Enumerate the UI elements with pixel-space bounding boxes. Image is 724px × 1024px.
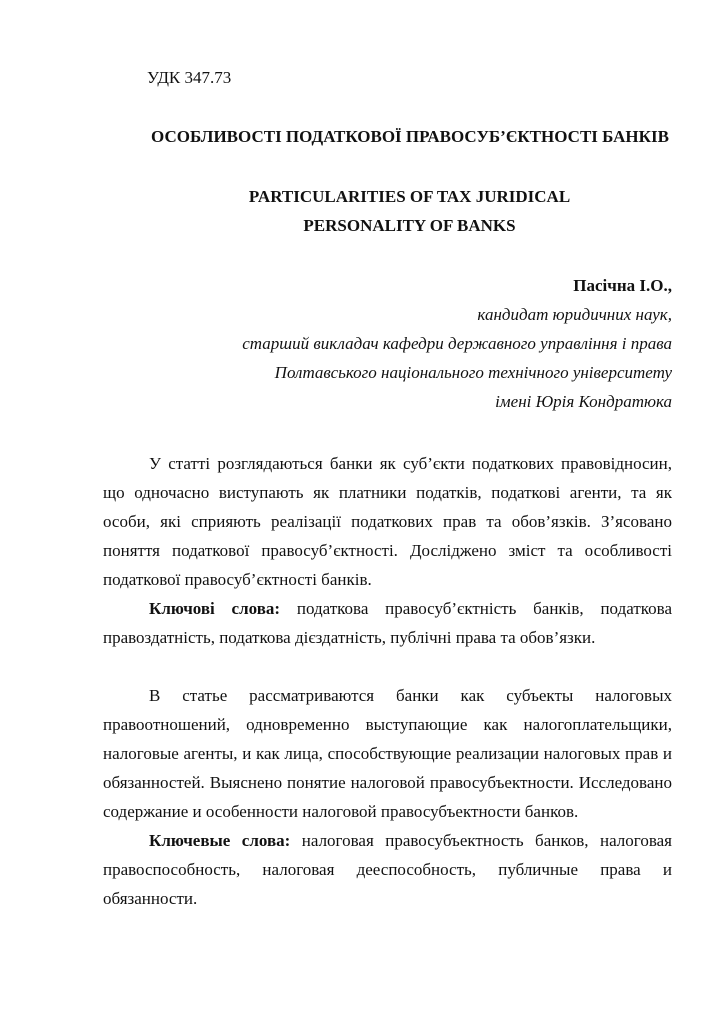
- title-en-line: PARTICULARITIES OF TAX JURIDICAL: [248, 187, 571, 206]
- author-affiliation: старший викладач кафедри державного управління і права: [242, 334, 672, 353]
- keywords-text: правоспособность, налоговая дееспособность, публичные права и: [103, 860, 672, 879]
- udc-code: [103, 63, 672, 92]
- abstract-line: податкової правосуб’єктності банків.: [103, 570, 372, 589]
- abstract-line: поняття податкової правосуб’єктності. Досліджено зміст та особливості: [103, 541, 672, 560]
- keywords-label: Ключові слова:: [149, 599, 281, 618]
- title-en: [103, 182, 672, 240]
- keywords-text: налоговая правосубъектность банков, налоговая: [290, 831, 672, 850]
- author-name: Пасічна І.О.,: [573, 276, 672, 295]
- author-affiliation: імені Юрія Кондратюка: [495, 392, 672, 411]
- author-block: [103, 271, 672, 416]
- abstract-line: В статье рассматриваются банки как субъекты налоговых: [149, 686, 672, 705]
- title-en-line: PERSONALITY OF BANKS: [303, 216, 516, 235]
- author-affiliation: кандидат юридичних наук,: [477, 305, 672, 324]
- keywords-uk-line: [103, 594, 672, 623]
- abstract-line: У статті розглядаються банки як суб’єкти податкових правовідносин,: [149, 454, 672, 473]
- udc-text: УДК 347.73: [147, 68, 232, 87]
- keywords-ru-line: [103, 826, 672, 855]
- abstract-line: що одночасно виступають як платники податків, податкові агенти, та як: [103, 483, 672, 502]
- abstract-line: особи, які сприяють реалізації податкових прав та обов’язків. З’ясовано: [103, 512, 672, 531]
- abstract-line: налоговые агенты, и как лица, способствующие реализации налоговых прав и: [103, 744, 672, 763]
- keywords-label: Ключевые слова:: [149, 831, 291, 850]
- author-affiliation: Полтавського національного технічного університету: [274, 363, 672, 382]
- abstract-ru: [103, 681, 672, 913]
- title-uk: [103, 122, 717, 151]
- keywords-text: обязанности.: [103, 889, 198, 908]
- keywords-text: податкова правосуб’єктність банків, податкова: [280, 599, 672, 618]
- abstract-line: содержание и особенности налоговой правосубъектности банков.: [103, 802, 579, 821]
- abstract-line: правоотношений, одновременно выступающие как налогоплательщики,: [103, 715, 672, 734]
- keywords-text: правоздатність, податкова дієздатність, публічні права та обов’язки.: [103, 628, 596, 647]
- title-uk-text: ОСОБЛИВОСТІ ПОДАТКОВОЇ ПРАВОСУБ’ЄКТНОСТІ БАНКІВ: [151, 127, 669, 146]
- abstract-uk: [103, 449, 672, 652]
- abstract-line: обязанностей. Выяснено понятие налоговой правосубъектности. Исследовано: [103, 773, 672, 792]
